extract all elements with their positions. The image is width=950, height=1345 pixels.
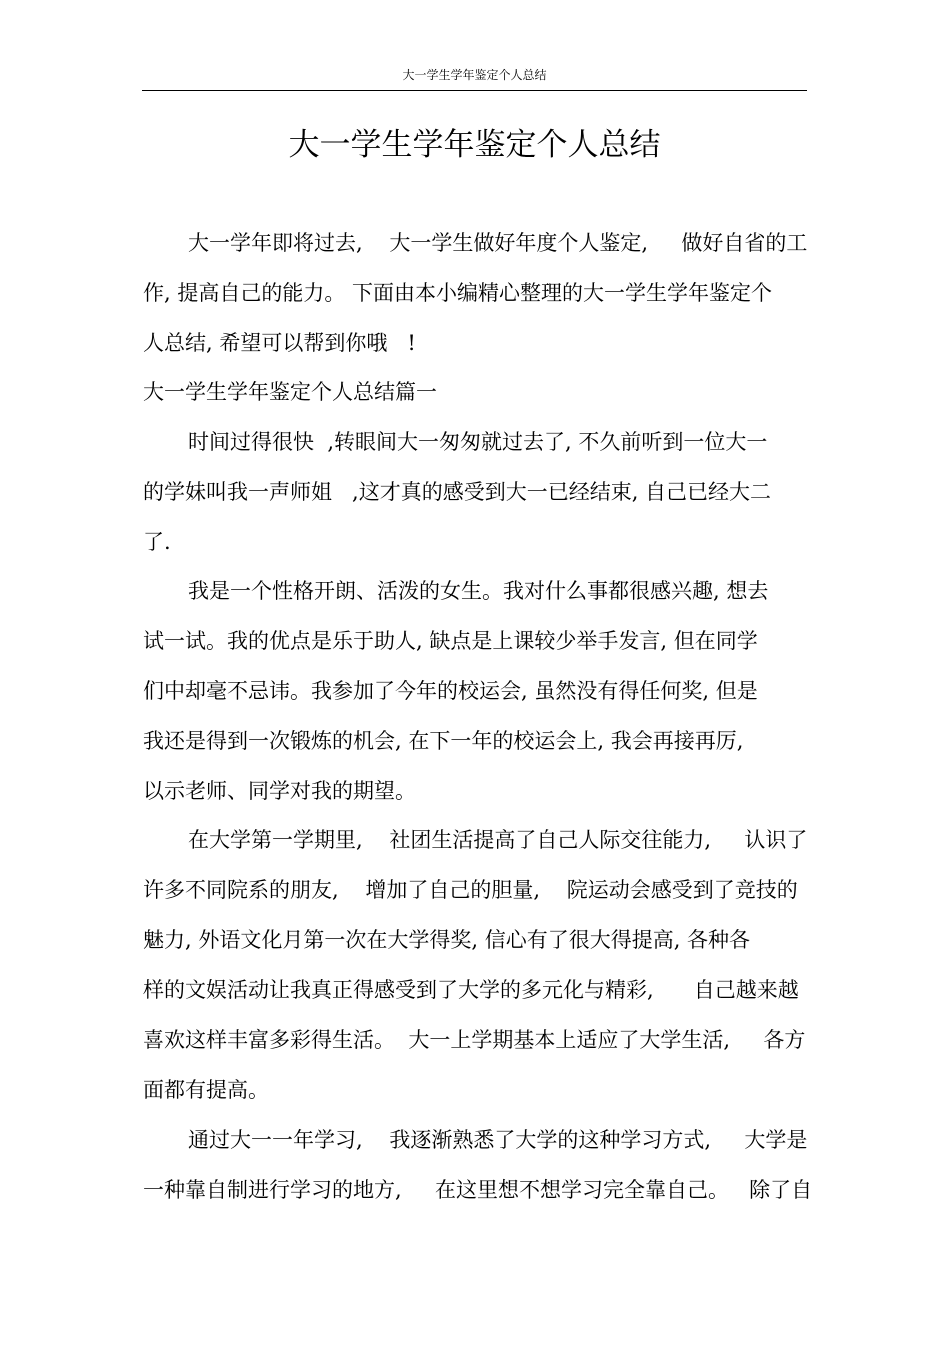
paragraph-line: 通过大一一年学习, 我逐渐熟悉了大学的这种学习方式, 大学是 <box>188 1128 808 1152</box>
section-heading: 大一学生学年鉴定个人总结篇一 <box>143 380 437 404</box>
paragraph-line: 们中却毫不忌讳。我参加了今年的校运会, 虽然没有得任何奖, 但是 <box>143 679 758 703</box>
paragraph-line: 我是一个性格开朗、活泼的女生。我对什么事都很感兴趣, 想去 <box>188 579 769 603</box>
paragraph-line: 以示老师、同学对我的期望。 <box>143 779 416 803</box>
paragraph-line: 试一试。我的优点是乐于助人, 缺点是上课较少举手发言, 但在同学 <box>143 629 758 653</box>
paragraph-line: 人总结, 希望可以帮到你哦 ! <box>143 331 416 355</box>
paragraph-line: 一种靠自制进行学习的地方, 在这里想不想学习完全靠自己。 除了自 <box>143 1178 813 1202</box>
paragraph-line: 了. <box>143 530 171 554</box>
paragraph-line: 魅力, 外语文化月第一次在大学得奖, 信心有了很大得提高, 各种各 <box>143 928 751 952</box>
paragraph-line: 大一学年即将过去, 大一学生做好年度个人鉴定, 做好自省的工 <box>188 231 808 255</box>
paragraph-line: 样的文娱活动让我真正得感受到了大学的多元化与精彩, 自己越来越 <box>143 978 799 1002</box>
paragraph-line: 我还是得到一次锻炼的机会, 在下一年的校运会上, 我会再接再厉, <box>143 729 744 753</box>
paragraph-line: 作, 提高自己的能力。 下面由本小编精心整理的大一学生学年鉴定个 <box>143 281 773 305</box>
paragraph-line: 喜欢这样丰富多彩得生活。 大一上学期基本上适应了大学生活, 各方 <box>143 1028 806 1052</box>
running-header: 大一学生学年鉴定个人总结 <box>402 68 547 82</box>
paragraph-line: 在大学第一学期里, 社团生活提高了自己人际交往能力, 认识了 <box>188 828 808 852</box>
paragraph-line: 许多不同院系的朋友, 增加了自己的胆量, 院运动会感受到了竞技的 <box>143 878 798 902</box>
document-title: 大一学生学年鉴定个人总结 <box>288 127 661 163</box>
paragraph-line: 面都有提高。 <box>143 1078 269 1102</box>
paragraph-line: 的学妹叫我一声师姐 ,这才真的感受到大一已经结束, 自己已经大二 <box>143 480 772 504</box>
header-divider <box>142 90 807 91</box>
paragraph-line: 时间过得很快 ,转眼间大一匆匆就过去了, 不久前听到一位大一 <box>188 430 768 454</box>
